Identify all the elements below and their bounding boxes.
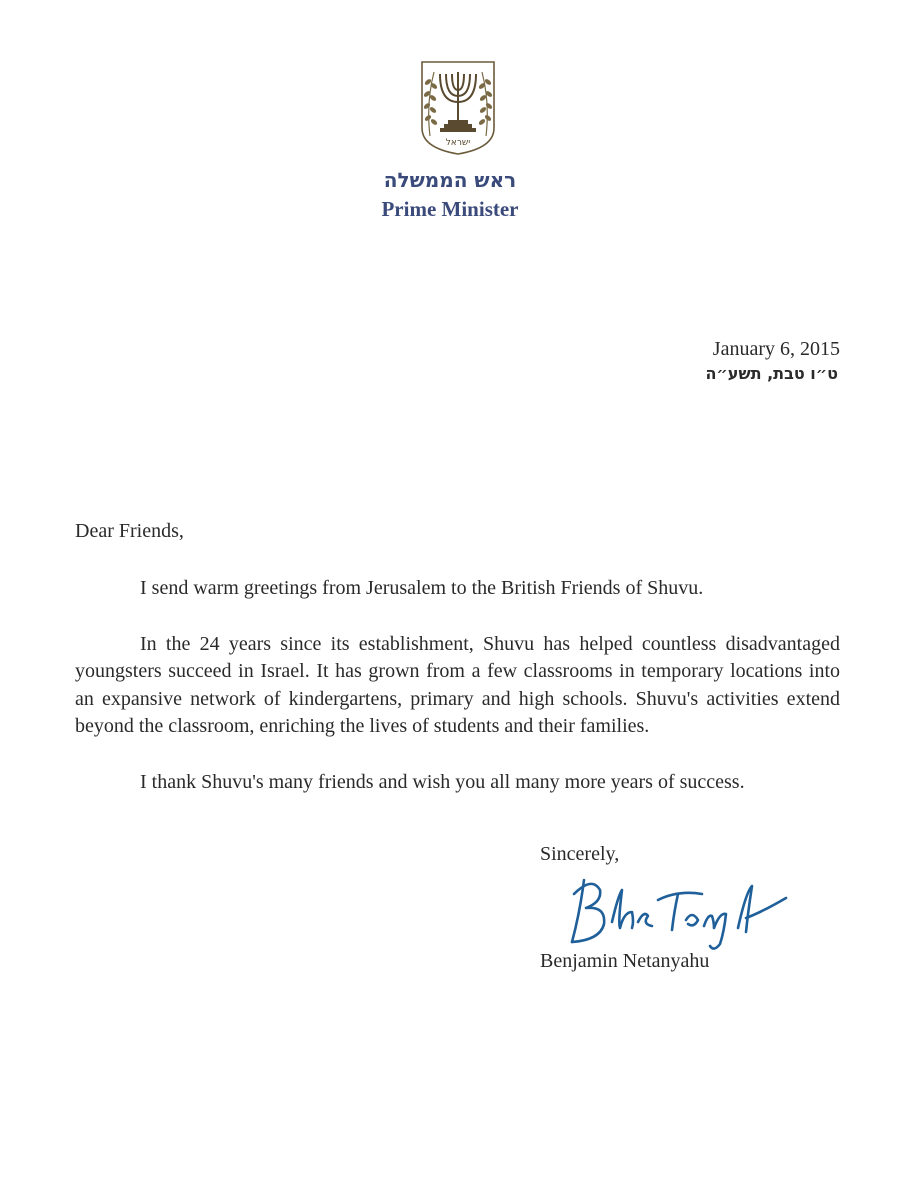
- letter-paragraph: I thank Shuvu's many friends and wish you all many more years of success.: [140, 770, 745, 793]
- letterhead-hebrew-title: ראש הממשלה: [383, 168, 517, 192]
- letter-paragraph: In the 24 years since its establishment, Shuvu has helped countless disadvantaged youngsters succeed in Israel. It has grown from a few classrooms in temporary locations into an expansive network of kindergartens, primary and high schools. Shuvu's activities extend beyond the classroom, enriching the lives of students and their families.: [75, 632, 840, 737]
- closing: Sincerely,: [540, 843, 620, 865]
- letter-date-hebrew: ט״ו טבת, תשע״ה: [705, 364, 838, 383]
- signer-name: Benjamin Netanyahu: [540, 950, 710, 972]
- salutation: Dear Friends,: [75, 520, 184, 542]
- letter-paragraph: I send warm greetings from Jerusalem to the British Friends of Shuvu.: [140, 577, 704, 599]
- letter-date-english: January 6, 2015: [712, 338, 840, 360]
- state-emblem-icon: [416, 58, 500, 158]
- signature-icon: [562, 872, 792, 952]
- emblem-text: ישראל: [445, 138, 471, 148]
- letter-body: [75, 575, 840, 824]
- letterhead-english-title: Prime Minister: [381, 197, 519, 221]
